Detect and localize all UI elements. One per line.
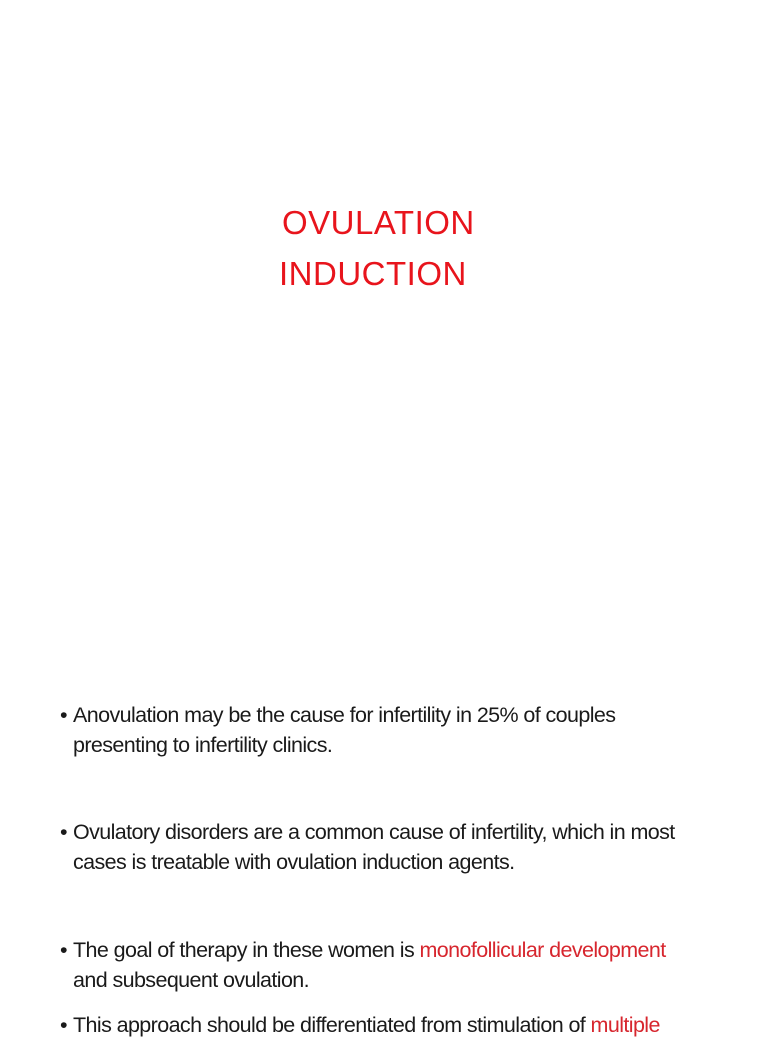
bullet-text-start: This approach should be differentiated from stimulation of — [73, 1013, 591, 1037]
bullet-marker: • — [60, 703, 67, 727]
bullet-item — [60, 817, 700, 877]
title-line-1: OVULATION — [282, 204, 475, 241]
bullet-text-end: and subsequent ovulation. — [73, 968, 310, 992]
bullet-item — [60, 700, 700, 760]
bullet-text: Ovulatory disorders are a common cause of infertility, which in most cases is treatable with ovulation induction agents. — [73, 820, 675, 874]
highlighted-term: multiple — [590, 1013, 660, 1037]
bullet-text: Anovulation may be the cause for infertility in 25% of couples presenting to infertility clinics. — [73, 703, 616, 757]
slide-bullets — [0, 690, 768, 1037]
highlighted-term: monofollicular development — [419, 938, 666, 962]
title-line-2: INDUCTION — [279, 255, 467, 292]
bullet-marker: • — [60, 1013, 67, 1037]
bullet-item — [60, 935, 700, 995]
bullet-marker: • — [60, 820, 67, 844]
bullet-text-start: The goal of therapy in these women is — [73, 938, 420, 962]
bullet-marker: • — [60, 938, 67, 962]
bullet-text — [60, 1010, 700, 1040]
bullet-text — [60, 935, 700, 995]
bullet-item — [60, 1010, 700, 1040]
